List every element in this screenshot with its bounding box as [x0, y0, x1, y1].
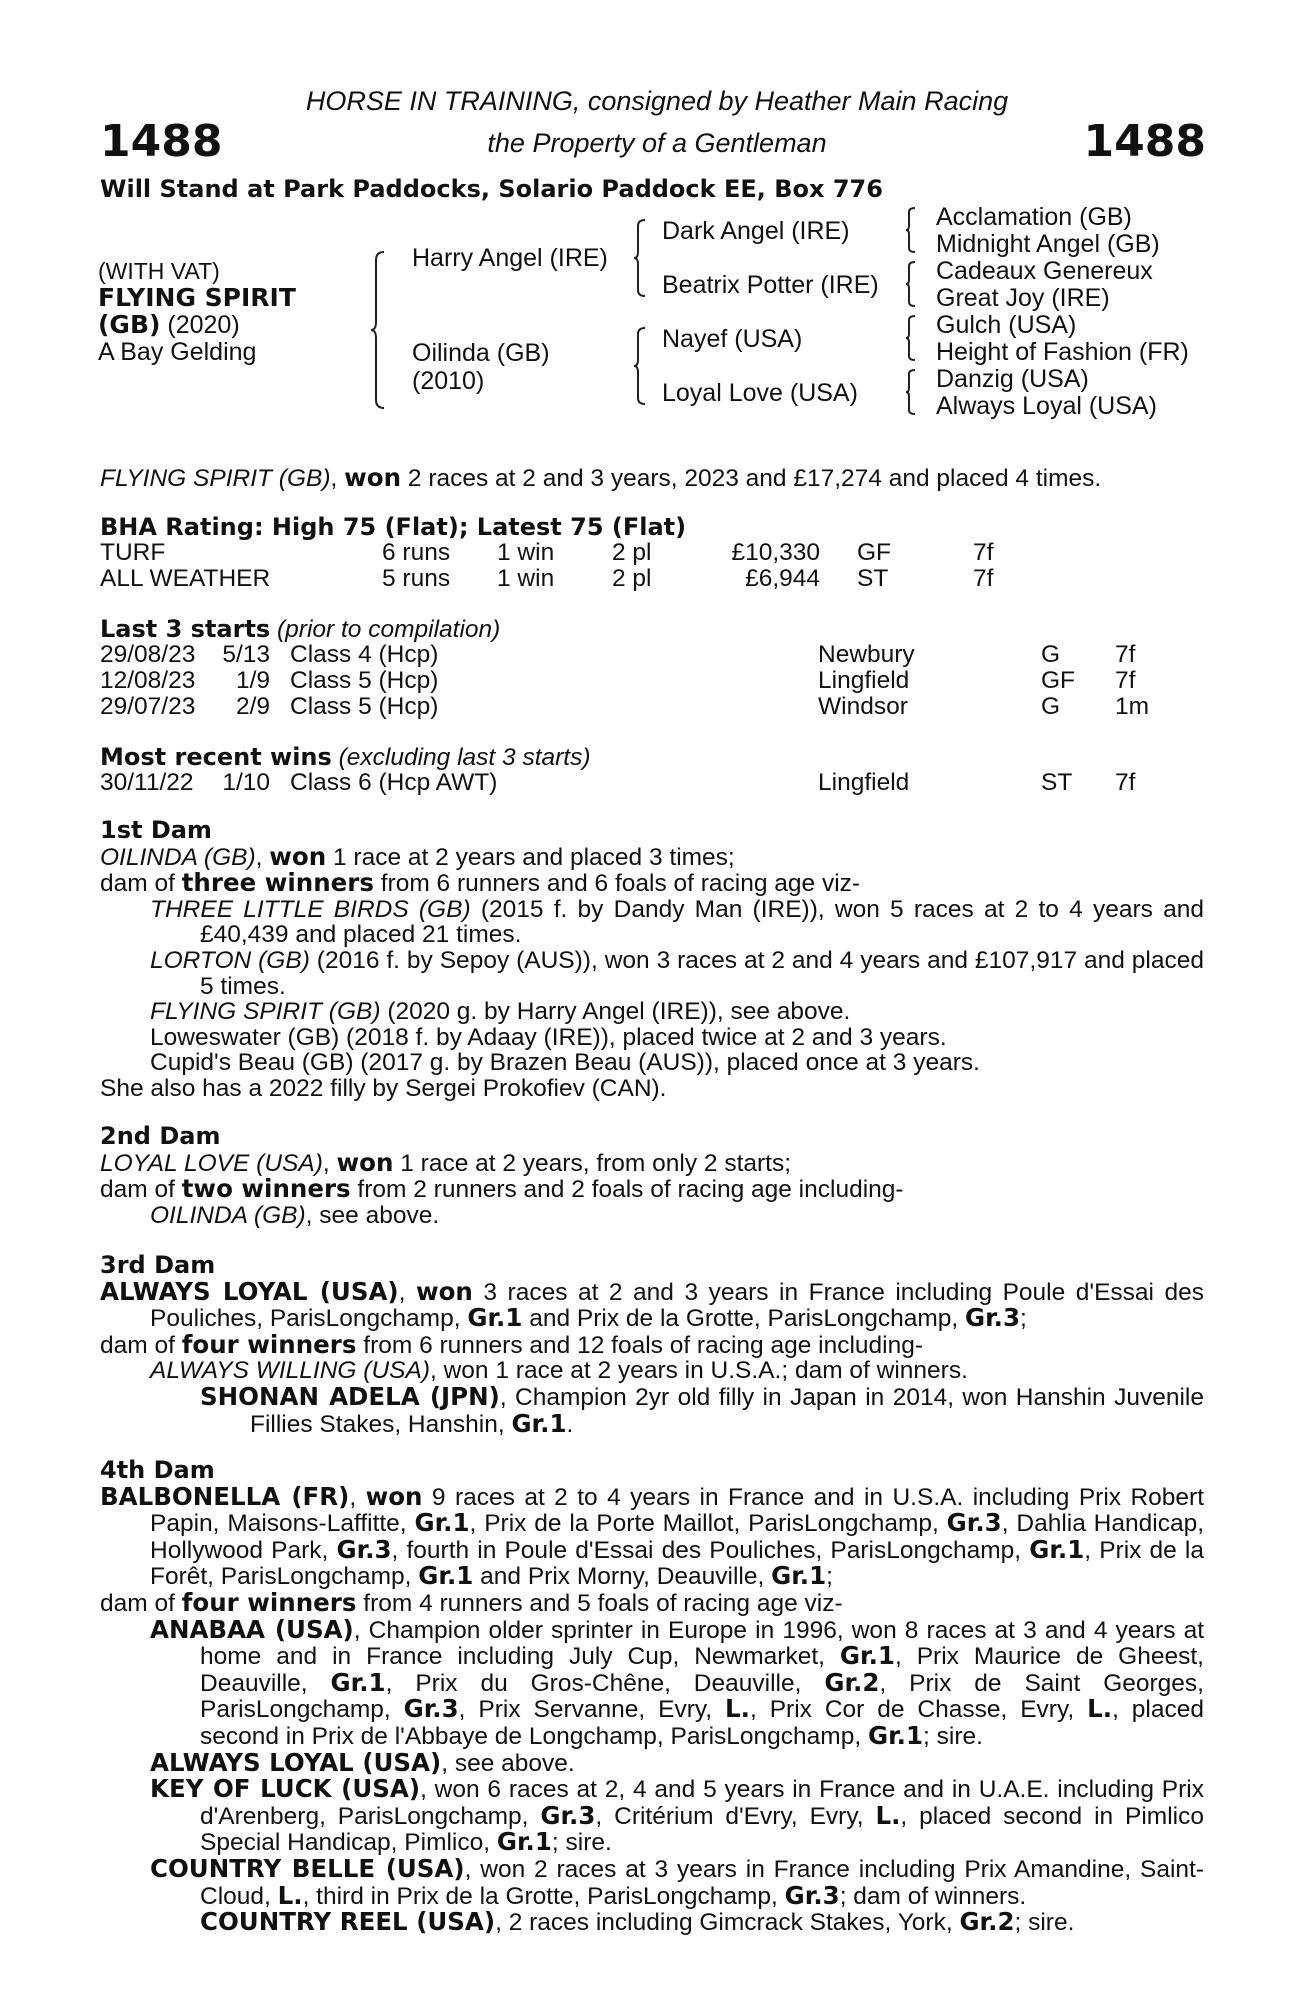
first-dam-line: OILINDA (GB), won 1 race at 2 years and placed 3 times; — [100, 841, 735, 871]
fourth-dam-title: 4th Dam — [100, 1456, 215, 1484]
win-distance: 7f — [1115, 769, 1136, 796]
win-position: 1/10 — [222, 769, 270, 796]
stabling-line: Will Stand at Park Paddocks, Solario Paddock EE, Box 776 — [100, 175, 883, 203]
rating-earnings: £10,330 — [731, 539, 820, 566]
start-date: 29/07/23 — [100, 693, 196, 720]
pedigree-g2: Midnight Angel (GB) — [936, 230, 1160, 258]
pedigree-g-brace-1 — [905, 206, 919, 256]
produce-entry: THREE LITTLE BIRDS (GB) (2015 f. by Dandy Man (IRE)), won 5 races at 2 to 4 years and £40,439 and placed 21 times. — [150, 895, 1204, 949]
pedigree-dam: Oilinda (GB) — [412, 339, 550, 367]
rating-earnings: £6,944 — [745, 565, 820, 592]
pedigree-main-brace — [370, 250, 390, 410]
produce-entry: KEY OF LUCK (USA), won 6 races at 2, 4 and 5 years in France and in U.A.E. including Prix d'Arenberg, ParisLongchamp, Gr.3, Critérium d'Evry, Evry, L., placed second in Pimlico Special Handicap, Pimlico, Gr.1; sire. — [150, 1774, 1204, 1857]
pedigree-sire-dam: Beatrix Potter (IRE) — [662, 271, 879, 299]
start-distance: 1m — [1115, 693, 1150, 720]
start-position: 2/9 — [235, 693, 270, 720]
rating-title: BHA Rating: High 75 (Flat); Latest 75 (Flat) — [100, 513, 687, 541]
pedigree-dam-sire: Nayef (USA) — [662, 325, 803, 353]
rating-runs: 6 runs — [382, 539, 451, 566]
consignor-line: HORSE IN TRAINING, consigned by Heather Main Racing — [305, 86, 1009, 116]
vat-label: (WITH VAT) — [98, 258, 220, 284]
third-dam-produce-line: dam of four winners from 6 runners and 12 foals of racing age including- — [100, 1329, 924, 1359]
pedigree-sire-sire: Dark Angel (IRE) — [662, 217, 850, 245]
last-starts-title: Last 3 starts (prior to compilation) — [100, 615, 501, 643]
start-going: G — [1041, 693, 1061, 720]
produce-entry: FLYING SPIRIT (GB) (2020 g. by Harry Angel (IRE)), see above. — [150, 998, 851, 1026]
start-course: Windsor — [818, 693, 908, 720]
produce-entry: ALWAYS LOYAL (USA), see above. — [150, 1747, 575, 1777]
start-class: Class 5 (Hcp) — [290, 667, 439, 694]
produce-entry: COUNTRY BELLE (USA), won 2 races at 3 years in France including Prix Amandine, Saint-Cloud, L., third in Prix de la Grotte, ParisLongchamp, Gr.3; dam of winners. — [150, 1853, 1204, 1910]
rating-placed: 2 pl — [612, 539, 652, 566]
first-dam-title: 1st Dam — [100, 816, 212, 844]
rating-placed: 2 pl — [612, 565, 652, 592]
start-class: Class 5 (Hcp) — [290, 693, 439, 720]
second-dam-produce-line: dam of two winners from 2 runners and 2 foals of racing age including- — [100, 1174, 904, 1204]
rating-going: GF — [857, 539, 892, 566]
pedigree-g3: Cadeaux Genereux — [936, 257, 1153, 285]
produce-entry: OILINDA (GB), see above. — [150, 1201, 440, 1229]
start-going: GF — [1041, 667, 1076, 694]
pedigree-dam-year: (2010) — [412, 367, 485, 395]
produce-entry: COUNTRY REEL (USA), 2 races including Gimcrack Stakes, York, Gr.2; sire. — [200, 1907, 1075, 1937]
rating-surface: ALL WEATHER — [100, 565, 271, 592]
lot-number-right: 1488 — [1083, 116, 1206, 167]
fourth-dam-section — [100, 1458, 1204, 1936]
start-date: 29/08/23 — [100, 641, 196, 668]
pedigree-dam-brace — [633, 326, 649, 406]
rating-wins: 1 win — [497, 565, 555, 592]
second-dam-section — [100, 1124, 1204, 1228]
race-summary: FLYING SPIRIT (GB), won 2 races at 2 and 3 years, 2023 and £17,274 and placed 4 times. — [100, 463, 1102, 492]
pedigree-g-brace-4 — [905, 368, 919, 418]
pedigree-g6: Height of Fashion (FR) — [936, 338, 1189, 366]
start-distance: 7f — [1115, 667, 1136, 694]
pedigree-dam-dam: Loyal Love (USA) — [662, 379, 858, 407]
start-class: Class 4 (Hcp) — [290, 641, 439, 668]
produce-entry: ALWAYS WILLING (USA), won 1 race at 2 years in U.S.A.; dam of winners. — [150, 1357, 968, 1385]
rating-runs: 5 runs — [382, 565, 451, 592]
pedigree-g4: Great Joy (IRE) — [936, 284, 1110, 312]
start-course: Lingfield — [818, 667, 910, 694]
recent-wins-title: Most recent wins (excluding last 3 starts) — [100, 743, 591, 771]
start-distance: 7f — [1115, 641, 1136, 668]
second-dam-title: 2nd Dam — [100, 1122, 221, 1150]
first-dam-section — [100, 818, 1204, 1102]
horse-description: A Bay Gelding — [98, 338, 257, 366]
horse-origin-year: (GB) (2020) — [98, 310, 240, 339]
rating-going: ST — [857, 565, 889, 592]
second-dam-line: LOYAL LOVE (USA), won 1 race at 2 years, from only 2 starts; — [100, 1147, 792, 1177]
start-course: Newbury — [818, 641, 915, 668]
pedigree-g-brace-3 — [905, 314, 919, 364]
pedigree-g1: Acclamation (GB) — [936, 203, 1132, 231]
property-line: the Property of a Gentleman — [487, 128, 827, 158]
third-dam-title: 3rd Dam — [100, 1251, 216, 1279]
third-dam-section — [100, 1253, 1204, 1437]
pedigree-g8: Always Loyal (USA) — [936, 392, 1157, 420]
start-going: G — [1041, 641, 1061, 668]
horse-name: FLYING SPIRIT — [98, 283, 296, 312]
pedigree-sire-brace — [633, 218, 649, 298]
produce-entry: Loweswater (GB) (2018 f. by Adaay (IRE)), placed twice at 2 and 3 years. — [150, 1023, 947, 1051]
win-course: Lingfield — [818, 769, 910, 796]
start-date: 12/08/23 — [100, 667, 196, 694]
rating-surface: TURF — [100, 539, 166, 566]
lot-number-left: 1488 — [100, 116, 223, 167]
win-class: Class 6 (Hcp AWT) — [290, 769, 498, 796]
pedigree-g5: Gulch (USA) — [936, 311, 1077, 339]
produce-entry: SHONAN ADELA (JPN), Champion 2yr old filly in Japan in 2014, won Hanshin Juvenile Fillies Stakes, Hanshin, Gr.1. — [200, 1381, 1204, 1438]
start-position: 1/9 — [235, 667, 270, 694]
first-dam-note: She also has a 2022 filly by Sergei Prokofiev (CAN). — [100, 1074, 667, 1102]
rating-distance: 7f — [973, 539, 994, 566]
pedigree-g7: Danzig (USA) — [936, 365, 1089, 393]
fourth-dam-line: BALBONELLA (FR), won 9 races at 2 to 4 years in France and in U.S.A. including Prix Robert Papin, Maisons-Laffitte, Gr.1, Prix de la Porte Maillot, ParisLongchamp, Gr.3, Dahlia Handicap, Hollywood Park, Gr.3, fourth in Poule d'Essai des Pouliches, ParisLongchamp, Gr.1, Prix de la Forêt, ParisLongchamp, Gr.1 and Prix Morny, Deauville, Gr.1; — [100, 1481, 1205, 1591]
rating-distance: 7f — [973, 565, 994, 592]
produce-entry: LORTON (GB) (2016 f. by Sepoy (AUS)), won 3 races at 2 and 4 years and £107,917 and placed 5 times. — [150, 946, 1204, 1000]
produce-entry: Cupid's Beau (GB) (2017 g. by Brazen Beau (AUS)), placed once at 3 years. — [150, 1049, 980, 1077]
first-dam-produce-line: dam of three winners from 6 runners and 6 foals of racing age viz- — [100, 868, 861, 898]
start-position: 5/13 — [222, 641, 270, 668]
pedigree-g-brace-2 — [905, 260, 919, 310]
rating-wins: 1 win — [497, 539, 555, 566]
win-date: 30/11/22 — [100, 769, 194, 796]
fourth-dam-produce-line: dam of four winners from 4 runners and 5 foals of racing age viz- — [100, 1587, 843, 1617]
win-going: ST — [1041, 769, 1073, 796]
pedigree-sire: Harry Angel (IRE) — [412, 244, 608, 272]
produce-entry: ANABAA (USA), Champion older sprinter in Europe in 1996, won 8 races at 3 and 4 years at home and in France including July Cup, Newmarket, Gr.1, Prix Maurice de Gheest, Deauville, Gr.1, Prix du Gros-Chêne, Deauville, Gr.2, Prix de Saint Georges, ParisLongchamp, Gr.3, Prix Servanne, Evry, L., Prix Cor de Chasse, Evry, L., placed second in Prix de l'Abbaye de Longchamp, ParisLongchamp, Gr.1; sire. — [150, 1614, 1205, 1750]
third-dam-line: ALWAYS LOYAL (USA), won 3 races at 2 and 3 years in France including Poule d'Essai des Pouliches, ParisLongchamp, Gr.1 and Prix de la Grotte, ParisLongchamp, Gr.3; — [100, 1276, 1204, 1333]
